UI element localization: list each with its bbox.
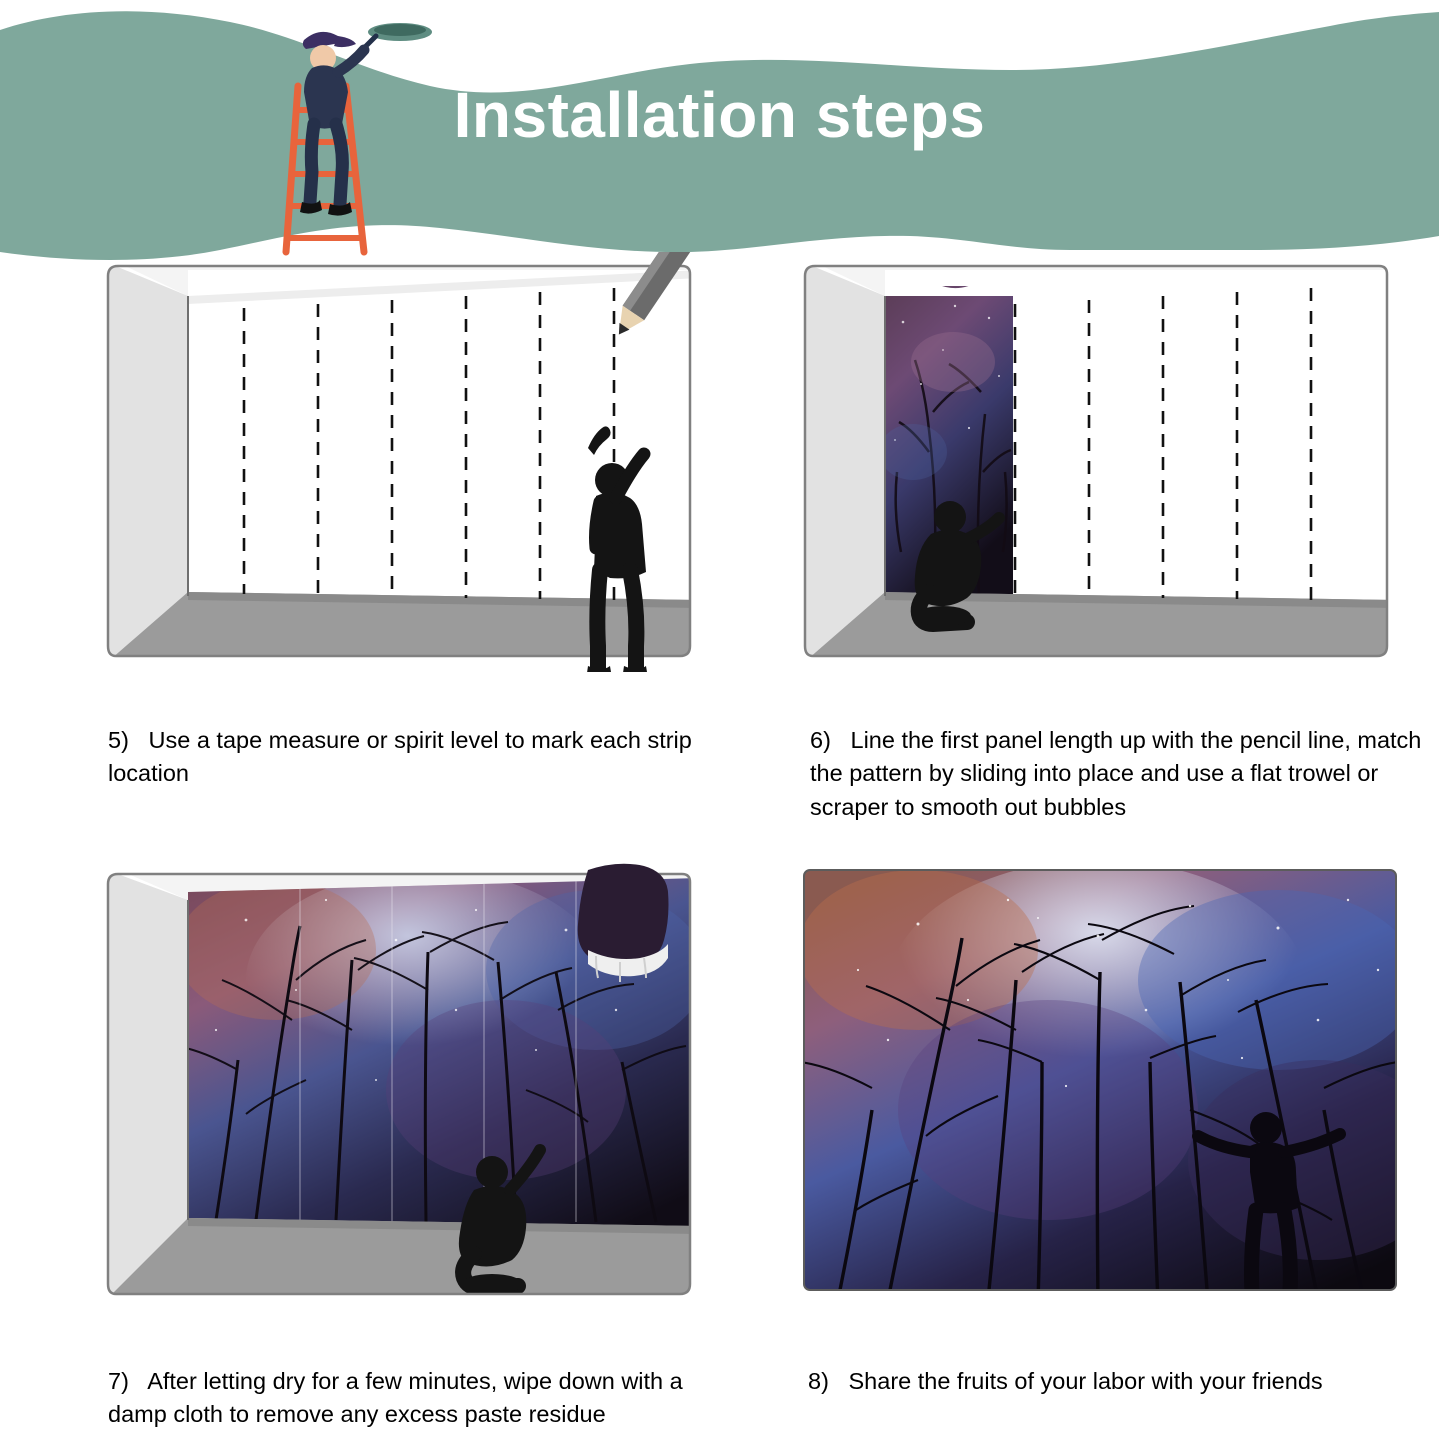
cloth-icon <box>578 864 669 982</box>
room-marked-strips <box>96 252 700 672</box>
step-6-number: 6) <box>810 727 831 753</box>
step-8-text: Share the fruits of your labor with your friends <box>848 1368 1323 1394</box>
step-5-illustration <box>96 252 700 672</box>
step-5-number: 5) <box>108 727 129 753</box>
step-7-number: 7) <box>108 1368 129 1394</box>
step-5-caption <box>108 724 708 791</box>
step-8-illustration <box>798 860 1402 1310</box>
room-full-mural-wipe <box>96 860 700 1310</box>
step-7-caption <box>108 1365 708 1432</box>
finished-mural <box>798 860 1402 1310</box>
page-title: Installation steps <box>453 79 986 151</box>
step-6-caption <box>810 724 1439 824</box>
step-6-text: Line the first panel length up with the pencil line, match the pattern by sliding into place and use a flat trowel or scraper to smooth out bubbles <box>810 727 1422 820</box>
steps-grid <box>0 252 1439 1452</box>
step-7-illustration <box>96 860 700 1310</box>
step-5-text: Use a tape measure or spirit level to mark each strip location <box>108 727 692 787</box>
step-6-illustration <box>793 252 1397 672</box>
step-8-caption <box>808 1365 1439 1398</box>
room-first-panel <box>793 252 1397 672</box>
step-7-text: After letting dry for a few minutes, wipe down with a damp cloth to remove any excess paste residue <box>108 1368 683 1428</box>
step-8-number: 8) <box>808 1368 829 1394</box>
